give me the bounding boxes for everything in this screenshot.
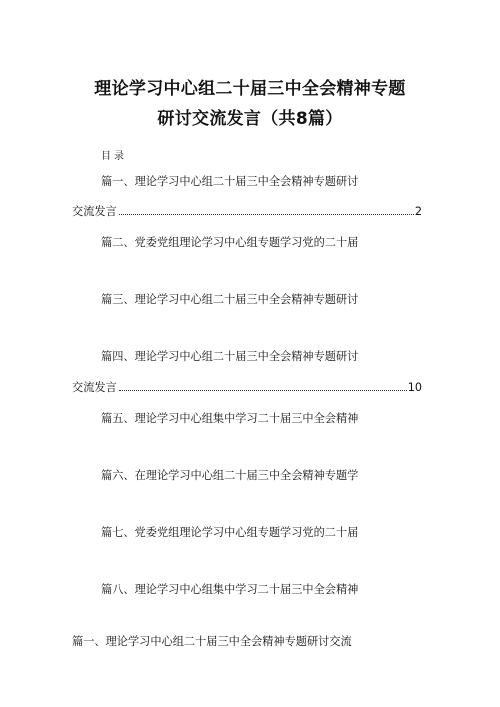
- toc-entry-7[interactable]: 篇七、党委党组理论学习中心组专题学习党的二十届: [101, 526, 359, 539]
- toc-entry-3[interactable]: 篇三、理论学习中心组二十届三中全会精神专题研讨: [101, 293, 359, 306]
- toc-entry-4-continuation[interactable]: [72, 381, 422, 395]
- dot-leader: [119, 214, 414, 215]
- toc-entry-1-continuation[interactable]: [72, 205, 422, 219]
- toc-entry-1-page-number: 2: [414, 205, 422, 218]
- toc-entry-4-continuation-text: 交流发言: [72, 381, 117, 394]
- dot-leader: [119, 390, 407, 391]
- toc-entry-5[interactable]: 篇五、理论学习中心组集中学习二十届三中全会精神: [101, 412, 359, 425]
- document-title-line-2: 研讨交流发言（共8篇）: [157, 109, 343, 129]
- toc-entry-1-continuation-text: 交流发言: [72, 205, 117, 218]
- toc-entry-1[interactable]: 篇一、理论学习中心组二十届三中全会精神专题研讨: [101, 175, 359, 188]
- document-title-line-1: 理论学习中心组二十届三中全会精神专题: [94, 79, 406, 99]
- toc-entry-2[interactable]: 篇二、党委党组理论学习中心组专题学习党的二十届: [101, 236, 359, 249]
- body-section-heading: 篇一、理论学习中心组二十届三中全会精神专题研讨交流: [72, 635, 352, 648]
- toc-entry-4[interactable]: 篇四、理论学习中心组二十届三中全会精神专题研讨: [101, 350, 359, 363]
- toc-entry-8[interactable]: 篇八、理论学习中心组集中学习二十届三中全会精神: [101, 583, 359, 596]
- toc-heading: 目录: [101, 151, 127, 162]
- toc-entry-4-page-number: 10: [407, 381, 422, 394]
- toc-entry-6[interactable]: 篇六、在理论学习中心组二十届三中全会精神专题学: [101, 469, 359, 482]
